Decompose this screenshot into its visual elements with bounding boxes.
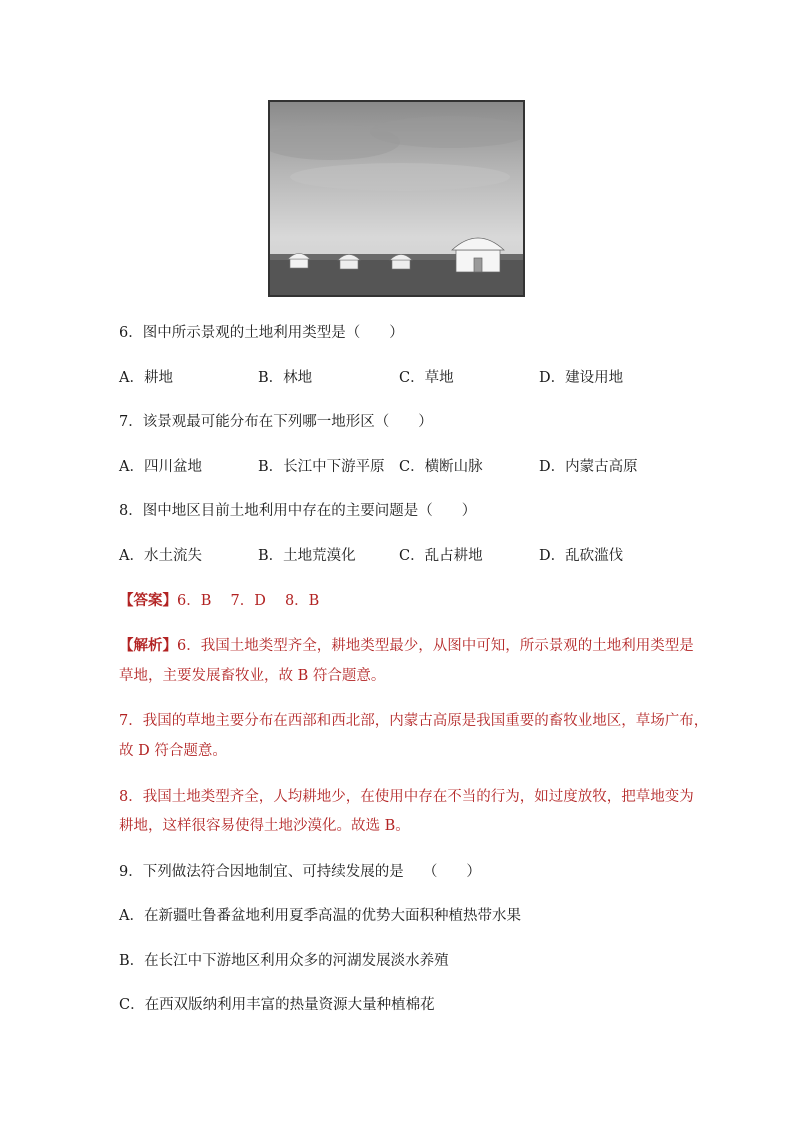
- yurt-landscape-image: [270, 102, 523, 295]
- analysis-7-line-2: 故 D 符合题意。: [119, 743, 227, 759]
- analysis-line-1: [119, 636, 694, 656]
- q6-stem: 6．图中所示景观的土地利用类型是（ ）: [119, 325, 404, 341]
- analysis-8-line-1: 8．我国土地类型齐全，人均耕地少，在使用中存在不当的行为，如过度放牧，把草地变为: [119, 789, 694, 805]
- q8-stem: 8．图中地区目前土地利用中存在的主要问题是（ ）: [119, 503, 477, 519]
- q7-option-c: C．横断山脉: [399, 459, 483, 475]
- analysis-6-line-1: 6．我国土地类型齐全，耕地类型最少，从图中可知，所示景观的土地利用类型是: [177, 638, 694, 654]
- q9-option-c: C．在西双版纳利用丰富的热量资源大量种植棉花: [119, 997, 435, 1013]
- answer-label: 【答案】: [119, 592, 177, 609]
- q9-stem: 9．下列做法符合因地制宜、可持续发展的是 （ ）: [119, 864, 481, 880]
- q6-option-d: D．建设用地: [539, 370, 624, 386]
- analysis-7-line-1: 7．我国的草地主要分布在西部和西北部，内蒙古高原是我国重要的畜牧业地区，草场广布，: [119, 713, 709, 729]
- q8-option-a: A．水土流失: [119, 548, 202, 564]
- answer-text: 6．B 7．D 8．B: [177, 593, 320, 609]
- q8-option-b: B．土地荒漠化: [258, 548, 356, 564]
- q9-option-b: B．在长江中下游地区利用众多的河湖发展淡水养殖: [119, 953, 449, 969]
- q7-option-a: A．四川盆地: [119, 459, 202, 475]
- q6-option-c: C．草地: [399, 370, 454, 386]
- q6-option-a: A．耕地: [119, 370, 173, 386]
- grassland-yurt-photo: [268, 100, 525, 297]
- analysis-6-line-2: 草地，主要发展畜牧业，故 B 符合题意。: [119, 668, 386, 684]
- q7-stem: 7．该景观最可能分布在下列哪一地形区（ ）: [119, 414, 433, 430]
- analysis-label: 【解析】: [119, 637, 177, 654]
- q7-option-d: D．内蒙古高原: [539, 459, 638, 475]
- answer-line: [119, 591, 319, 611]
- analysis-8-line-2: 耕地，这样很容易使得土地沙漠化。故选 B。: [119, 818, 410, 834]
- q8-option-c: C．乱占耕地: [399, 548, 483, 564]
- q8-option-d: D．乱砍滥伐: [539, 548, 624, 564]
- q9-option-a: A．在新疆吐鲁番盆地利用夏季高温的优势大面积种植热带水果: [119, 908, 521, 924]
- q6-option-b: B．林地: [258, 370, 313, 386]
- q7-option-b: B．长江中下游平原: [258, 459, 385, 475]
